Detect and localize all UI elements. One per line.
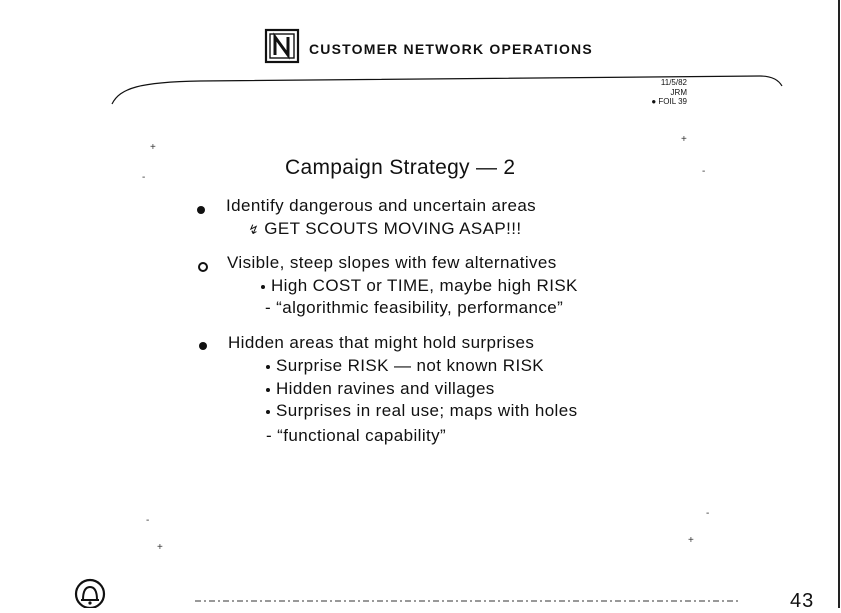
bullet-icon bbox=[199, 342, 207, 350]
registration-mark-icon: + bbox=[157, 542, 163, 553]
sub-bullet: High COST or TIME, maybe high RISK bbox=[261, 276, 578, 296]
page-number: 43 bbox=[790, 590, 815, 612]
bullet-icon bbox=[197, 206, 205, 214]
sub-bullet-dot-icon bbox=[266, 410, 270, 414]
tick-mark: - bbox=[706, 508, 710, 519]
registration-mark-icon: + bbox=[681, 134, 687, 145]
sub-bullet-dot-icon bbox=[266, 388, 270, 392]
bullet-open-icon bbox=[198, 262, 208, 272]
foil-number: ● FOIL 39 bbox=[651, 97, 687, 106]
sub-bullet-dot-icon bbox=[266, 365, 270, 369]
registration-mark-icon: + bbox=[688, 535, 694, 546]
scan-edge bbox=[838, 0, 840, 608]
header-rule bbox=[0, 0, 841, 140]
tick-mark: - bbox=[146, 515, 150, 526]
sub-bullet: Surprises in real use; maps with holes bbox=[266, 401, 578, 421]
sub-bullet: - “algorithmic feasibility, performance” bbox=[265, 298, 564, 317]
sub-bullet: ↯ GET SCOUTS MOVING ASAP!!! bbox=[247, 219, 522, 238]
slide-title: Campaign Strategy — 2 bbox=[285, 156, 516, 179]
footer-rule bbox=[0, 590, 841, 608]
bullet-text: Hidden areas that might hold surprises bbox=[228, 333, 535, 352]
tick-mark: - bbox=[142, 172, 146, 183]
sub-bullet: - “functional capability” bbox=[266, 426, 447, 445]
author-initials: JRM bbox=[670, 88, 687, 97]
bell-small-icon: ● bbox=[651, 97, 657, 106]
sub-bullet: Hidden ravines and villages bbox=[266, 379, 495, 399]
sub-bullet: Surprise RISK — not known RISK bbox=[266, 356, 544, 376]
org-name: CUSTOMER NETWORK OPERATIONS bbox=[309, 41, 593, 57]
registration-mark-icon: + bbox=[150, 142, 156, 153]
sub-bullet-dot-icon bbox=[261, 285, 265, 289]
bullet-text: Identify dangerous and uncertain areas bbox=[226, 196, 537, 215]
arrow-marker-icon: ↯ bbox=[247, 222, 259, 237]
slide-date: 11/5/82 bbox=[660, 78, 687, 87]
tick-mark: - bbox=[702, 166, 706, 177]
bullet-text: Visible, steep slopes with few alternatives bbox=[227, 253, 557, 272]
